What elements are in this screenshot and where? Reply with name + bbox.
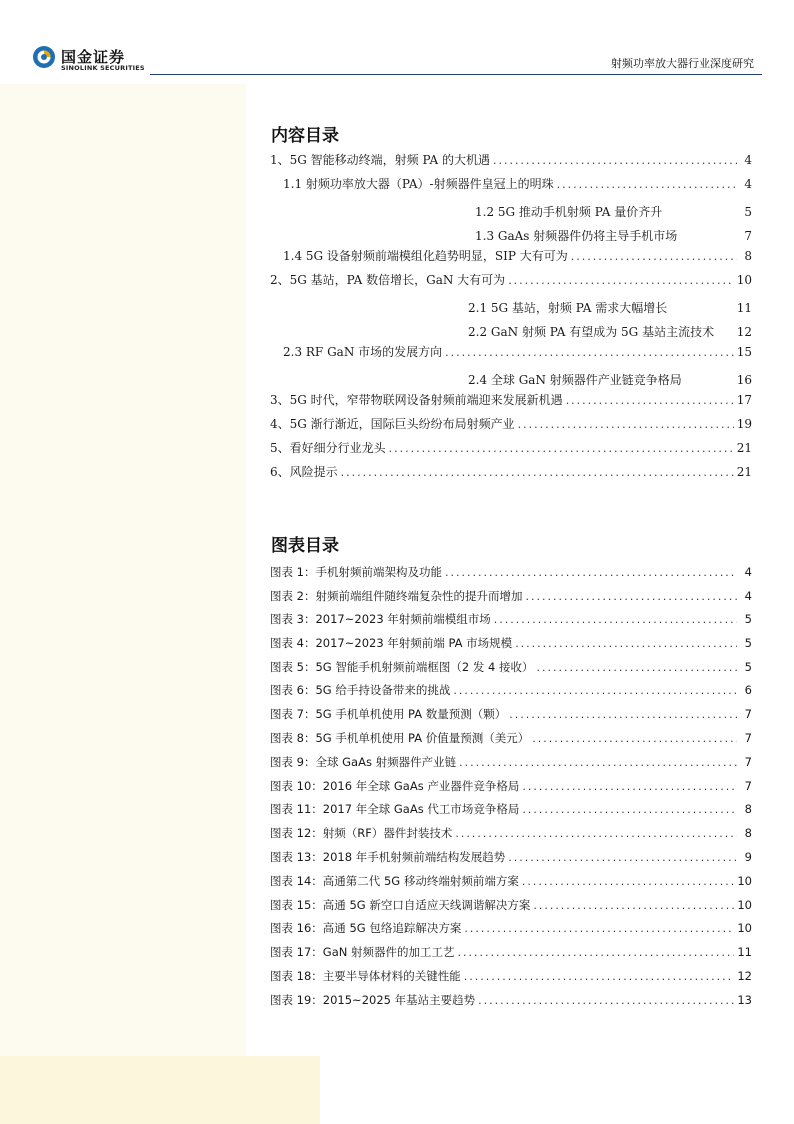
toc-leader [455, 826, 737, 842]
toc-entry-page: 7 [744, 229, 752, 243]
toc-leader [566, 393, 734, 409]
toc-leader [458, 945, 735, 961]
toc-leader [533, 898, 734, 914]
figure-entry[interactable] [270, 825, 752, 841]
toc-leader [536, 660, 737, 676]
toc-entry-page: 16 [736, 373, 752, 387]
logo-chinese-name: 国金证券 [61, 48, 126, 66]
figure-entry-title: 图表 2：射频前端组件随终端复杂性的提升而增加 [270, 589, 523, 603]
figure-entry-page: 8 [744, 826, 752, 840]
figure-entry-title: 图表 15：高通 5G 新空口自适应天线调谐解决方案 [270, 898, 531, 912]
toc-entry-page: 12 [736, 325, 752, 339]
figure-entry[interactable] [270, 873, 752, 889]
toc-entry-title: 2、5G 基站，PA 数倍增长，GaN 大有可为 [270, 273, 506, 287]
figure-entry-title: 图表 6：5G 给手持设备带来的挑战 [270, 683, 451, 697]
toc-leader [493, 153, 737, 169]
figure-entry-page: 12 [737, 969, 752, 983]
toc-leader [478, 993, 734, 1009]
figure-entry-page: 4 [744, 589, 752, 603]
figure-entry-title: 图表 1：手机射频前端架构及功能 [270, 565, 442, 579]
figure-entry-page: 7 [744, 755, 752, 769]
figure-entry-title: 图表 12：射频（RF）器件封装技术 [270, 826, 453, 840]
toc-leader [522, 874, 735, 890]
figure-entry-page: 6 [744, 683, 752, 697]
toc-entry-title: 5、看好细分行业龙头 [270, 441, 386, 455]
figure-entry[interactable] [270, 801, 752, 817]
figure-entry-title: 图表 16：高通 5G 包络追踪解决方案 [270, 921, 462, 935]
page-header [0, 0, 794, 80]
toc-leader [515, 636, 737, 652]
figure-entry[interactable] [270, 682, 752, 698]
toc-entry-title: 3、5G 时代，窄带物联网设备射频前端迎来发展新机遇 [270, 393, 563, 407]
figure-entry[interactable] [270, 849, 752, 865]
toc-entry-title: 1.4 5G 设备射频前端模组化趋势明显，SIP 大有可为 [283, 249, 568, 263]
figure-entry-page: 5 [744, 660, 752, 674]
figure-entry-title: 图表 4：2017~2023 年射频前端 PA 市场规模 [270, 636, 513, 650]
figure-entry-page: 5 [744, 612, 752, 626]
figure-entry-title: 图表 14：高通第二代 5G 移动终端射频前端方案 [270, 874, 519, 888]
figure-entry-page: 4 [744, 565, 752, 579]
toc-leader [571, 249, 737, 265]
contents-heading: 内容目录 [271, 126, 339, 146]
toc-entry-title: 4、5G 渐行渐近，国际巨头纷纷布局射频产业 [270, 417, 515, 431]
toc-entry-page: 21 [736, 441, 752, 455]
toc-leader [494, 612, 737, 628]
figure-entry-page: 10 [737, 898, 752, 912]
toc-leader [522, 779, 737, 795]
toc-leader [445, 345, 734, 361]
toc-entry-title: 1.1 射频功率放大器（PA）-射频器件皇冠上的明珠 [283, 177, 554, 191]
toc-entry[interactable] [270, 464, 752, 480]
toc-entry-page: 4 [744, 153, 752, 167]
toc-leader [453, 683, 737, 699]
figure-entry[interactable] [270, 778, 752, 794]
figure-entry-page: 10 [737, 874, 752, 888]
toc-leader [445, 565, 737, 581]
figure-entry[interactable] [270, 706, 752, 722]
figure-entry-title: 图表 17：GaN 射频器件的加工工艺 [270, 945, 455, 959]
figure-entry-title: 图表 10：2016 年全球 GaAs 产业器件竞争格局 [270, 779, 520, 793]
figure-entry-title: 图表 8：5G 手机单机使用 PA 价值量预测（美元） [270, 731, 530, 745]
toc-entry-page: 11 [736, 301, 752, 315]
toc-leader [685, 368, 734, 384]
toc-entry[interactable] [283, 176, 752, 192]
figure-entry[interactable] [270, 611, 752, 627]
toc-entry-page: 15 [736, 345, 752, 359]
toc-leader [717, 320, 734, 336]
figure-entry-page: 7 [744, 707, 752, 721]
figure-entry-page: 11 [737, 945, 752, 959]
logo-english-name: SINOLINK SECURITIES [61, 64, 145, 72]
toc-leader [670, 296, 734, 312]
toc-entry-title: 2.3 RF GaN 市场的发展方向 [283, 345, 443, 359]
toc-leader [459, 755, 737, 771]
report-title: 射频功率放大器行业深度研究 [611, 57, 754, 70]
toc-entry-title: 1.2 5G 推动手机射频 PA 量价齐升 [475, 205, 663, 219]
toc-leader [508, 273, 734, 289]
toc-entry[interactable] [270, 152, 752, 168]
figure-entry-page: 7 [744, 731, 752, 745]
toc-entry[interactable] [468, 368, 752, 387]
figure-entry-title: 图表 18：主要半导体材料的关键性能 [270, 969, 461, 983]
figure-entry-title: 图表 9：全球 GaAs 射频器件产业链 [270, 755, 457, 769]
toc-leader [525, 589, 737, 605]
toc-entry-title: 6、风险提示 [270, 465, 338, 479]
toc-entry[interactable] [468, 320, 752, 339]
toc-entry[interactable] [283, 344, 752, 360]
toc-entry-page: 5 [744, 205, 752, 219]
footer-panel [0, 1056, 320, 1124]
toc-entry[interactable] [270, 272, 752, 288]
figure-entry-page: 9 [744, 850, 752, 864]
toc-entry[interactable] [283, 248, 752, 264]
toc-leader [522, 802, 737, 818]
figure-entry-title: 图表 11：2017 年全球 GaAs 代工市场竞争格局 [270, 802, 520, 816]
figures-heading: 图表目录 [271, 536, 339, 556]
figure-entry-page: 5 [744, 636, 752, 650]
toc-entry-title: 1.3 GaAs 射频器件仍将主导手机市场 [475, 229, 678, 243]
toc-entry[interactable] [270, 440, 752, 456]
figure-entry[interactable] [270, 730, 752, 746]
figure-entry[interactable] [270, 992, 752, 1008]
figure-entry[interactable] [270, 754, 752, 770]
toc-entry[interactable] [270, 416, 752, 432]
toc-entry[interactable] [468, 296, 752, 315]
figure-entry[interactable] [270, 920, 752, 936]
left-margin-panel [0, 84, 246, 1124]
toc-leader [509, 707, 737, 723]
toc-entry-title: 1、5G 智能移动终端，射频 PA 的大机遇 [270, 153, 490, 167]
toc-leader [464, 969, 735, 985]
figure-entry-title: 图表 13：2018 年手机射频前端结构发展趋势 [270, 850, 506, 864]
toc-entry-page: 21 [736, 465, 752, 479]
toc-leader [389, 441, 734, 457]
figure-entry-title: 图表 3：2017~2023 年射频前端模组市场 [270, 612, 491, 626]
toc-leader [557, 177, 737, 193]
figure-entry[interactable] [270, 659, 752, 675]
figure-entry-page: 8 [744, 802, 752, 816]
toc-entry-page: 17 [736, 393, 752, 407]
figure-entry[interactable] [270, 968, 752, 984]
toc-entry-title: 2.4 全球 GaN 射频器件产业链竞争格局 [468, 373, 682, 387]
toc-entry-page: 4 [744, 177, 752, 191]
toc-leader [508, 850, 737, 866]
toc-leader [665, 200, 737, 216]
toc-entry[interactable] [475, 224, 752, 243]
toc-leader [680, 224, 737, 240]
toc-entry-page: 10 [736, 273, 752, 287]
figure-entry-page: 7 [744, 779, 752, 793]
figure-entry[interactable] [270, 944, 752, 960]
figure-entry[interactable] [270, 564, 752, 580]
figure-entry-page: 13 [737, 993, 752, 1007]
figure-entry[interactable] [270, 897, 752, 913]
header-divider [150, 74, 762, 75]
toc-entry-title: 2.1 5G 基站，射频 PA 需求大幅增长 [468, 301, 668, 315]
toc-leader [464, 921, 734, 937]
sinolink-logo-icon [32, 45, 56, 69]
figure-entry-title: 图表 19：2015~2025 年基站主要趋势 [270, 993, 476, 1007]
toc-entry[interactable] [270, 392, 752, 408]
toc-leader [341, 465, 734, 481]
figure-entry-title: 图表 7：5G 手机单机使用 PA 数量预测（颗） [270, 707, 507, 721]
toc-leader [518, 417, 734, 433]
figure-entry[interactable] [270, 588, 752, 604]
toc-leader [532, 731, 737, 747]
toc-entry-title: 2.2 GaN 射频 PA 有望成为 5G 基站主流技术 [468, 325, 715, 339]
toc-entry[interactable] [475, 200, 752, 219]
toc-entry-page: 19 [736, 417, 752, 431]
figure-entry[interactable] [270, 635, 752, 651]
toc-entry-page: 8 [744, 249, 752, 263]
figure-entry-title: 图表 5：5G 智能手机射频前端框图（2 发 4 接收） [270, 660, 534, 674]
figure-entry-page: 10 [737, 921, 752, 935]
